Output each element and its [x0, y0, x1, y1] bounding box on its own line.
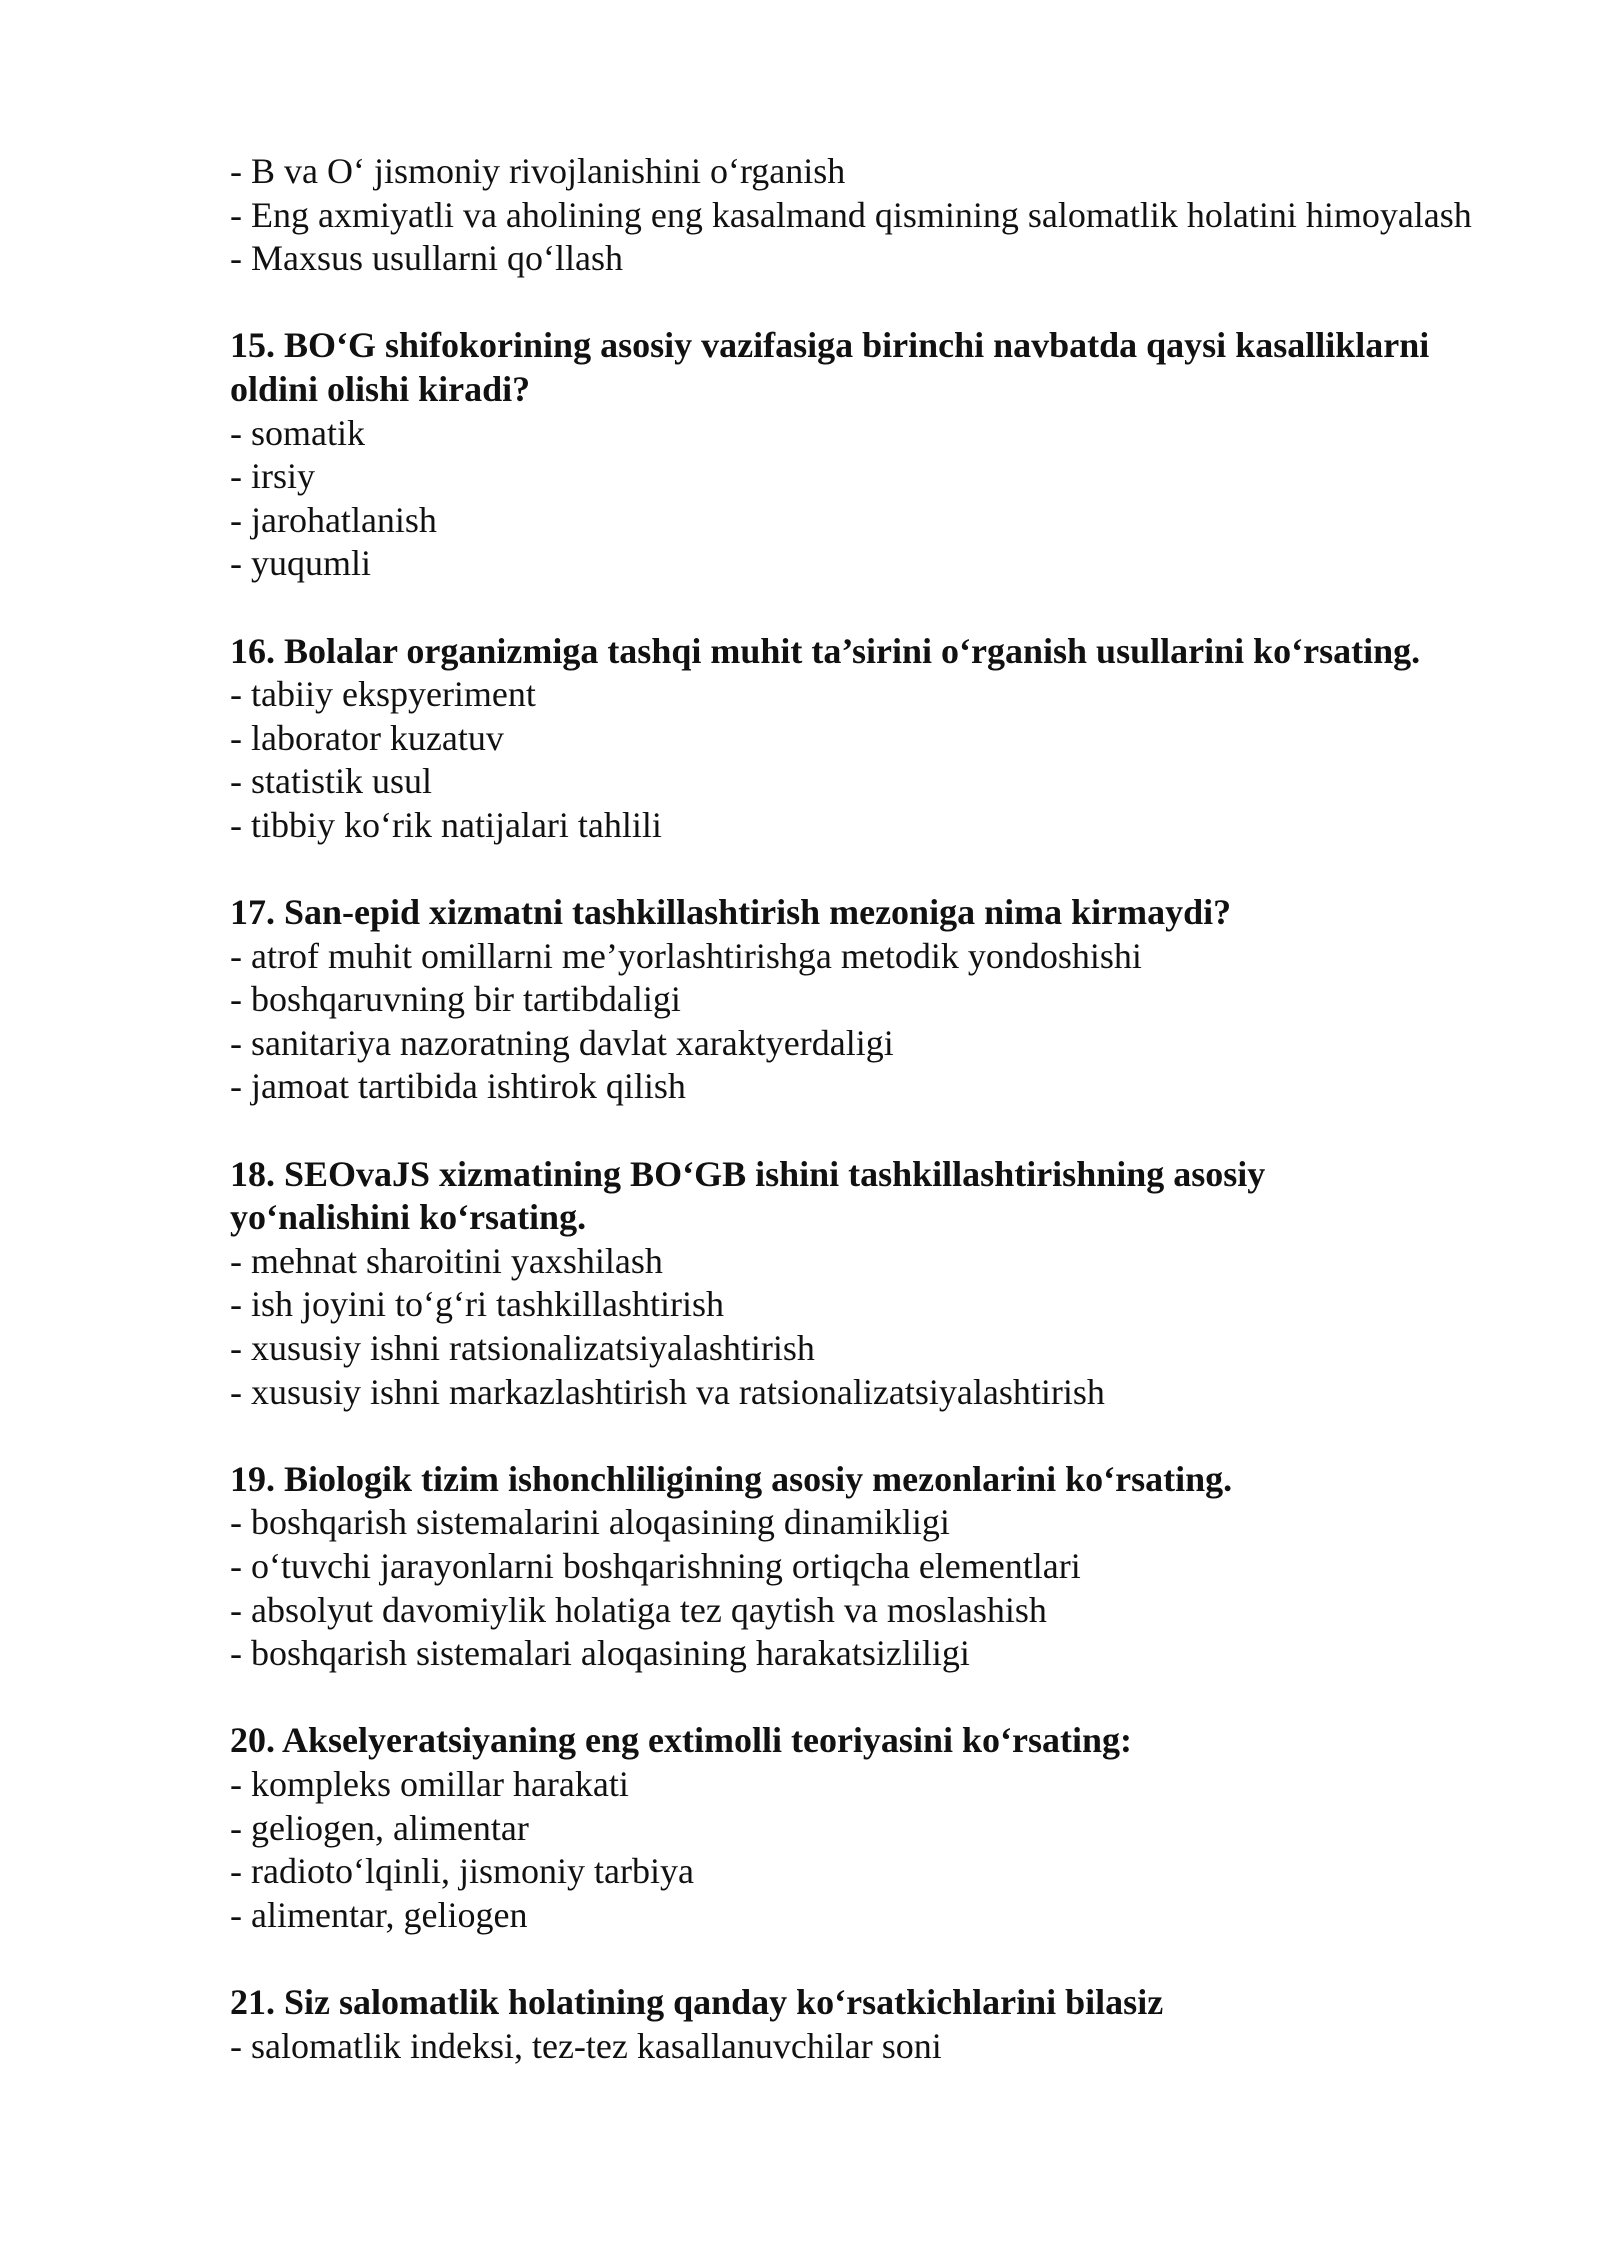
- question-text: 18. SEOvaJS xizmatining BO‘GB ishini tashkillashtirishning asosiy yo‘nalishini ko‘rsating.: [230, 1153, 1266, 1238]
- question-18: [230, 1153, 1510, 1415]
- option-line: - o‘tuvchi jarayonlarni boshqarishning ortiqcha elementlari: [230, 1546, 1081, 1586]
- question-20: [230, 1719, 1510, 1937]
- option-line: - boshqaruvning bir tartibdaligi: [230, 979, 681, 1020]
- question-15: [230, 324, 1510, 586]
- question-16: [230, 630, 1510, 848]
- option-line: - atrof muhit omillarni me’yorlashtirishga metodik yondoshishi: [230, 935, 1142, 976]
- option-line: - irsiy: [230, 456, 315, 497]
- option-line: - laborator kuzatuv: [230, 717, 504, 758]
- option-line: - B va O‘ jismoniy rivojlanishini o‘rganish: [230, 151, 846, 191]
- option-line: - kompleks omillar harakati: [230, 1763, 629, 1804]
- option-line: - boshqarish sistemalarini aloqasining dinamikligi: [230, 1502, 950, 1543]
- option-line: - ish joyini to‘g‘ri tashkillashtirish: [230, 1284, 724, 1325]
- question-text: 16. Bolalar organizmiga tashqi muhit ta’sirini o‘rganish usullarini ko‘rsating.: [230, 630, 1421, 671]
- option-line: - salomatlik indeksi, tez-tez kasallanuvchilar soni: [230, 2025, 942, 2066]
- question-text: 17. San-epid xizmatni tashkillashtirish mezoniga nima kirmaydi?: [230, 892, 1232, 933]
- option-line: - geliogen, alimentar: [230, 1807, 529, 1848]
- question-text: 21. Siz salomatlik holatining qanday ko‘rsatkichlarini bilasiz: [230, 1981, 1164, 2022]
- option-line: - xususiy ishni markazlashtirish va ratsionalizatsiyalashtirish: [230, 1371, 1105, 1412]
- option-line: - Maxsus usullarni qo‘llash: [230, 238, 623, 279]
- question-text: 20. Akselyeratsiyaning eng extimolli teoriyasini ko‘rsating:: [230, 1720, 1132, 1761]
- option-line: - alimentar, geliogen: [230, 1894, 528, 1935]
- option-line: - jarohatlanish: [230, 499, 437, 540]
- option-line: - jamoat tartibida ishtirok qilish: [230, 1066, 686, 1107]
- option-line: - somatik: [230, 412, 365, 453]
- option-line: - absolyut davomiylik holatiga tez qaytish va moslashish: [230, 1589, 1047, 1630]
- option-line: - statistik usul: [230, 761, 433, 802]
- option-line: - Eng axmiyatli va aholining eng kasalmand qismining salomatlik holatini himoyalash: [230, 194, 1472, 235]
- option-line: - tibbiy ko‘rik natijalari tahlili: [230, 804, 662, 845]
- option-line: - xususiy ishni ratsionalizatsiyalashtirish: [230, 1328, 815, 1369]
- question-text: 15. BO‘G shifokorining asosiy vazifasiga birinchi navbatda qaysi kasalliklarni oldini olishi kiradi?: [230, 325, 1430, 409]
- option-line: - sanitariya nazoratning davlat xaraktyerdaligi: [230, 1022, 894, 1063]
- question-21: [230, 1981, 1510, 2068]
- intro-options: [230, 150, 1510, 281]
- question-19: [230, 1458, 1510, 1676]
- question-17: [230, 891, 1510, 1109]
- option-line: - yuqumli: [230, 543, 371, 584]
- option-line: - radioto‘lqinli, jismoniy tarbiya: [230, 1851, 694, 1892]
- option-line: - tabiiy ekspyeriment: [230, 674, 536, 715]
- option-line: - boshqarish sistemalari aloqasining harakatsizliligi: [230, 1633, 970, 1674]
- question-text: 19. Biologik tizim ishonchliligining asosiy mezonlarini ko‘rsating.: [230, 1458, 1233, 1499]
- option-line: - mehnat sharoitini yaxshilash: [230, 1240, 663, 1281]
